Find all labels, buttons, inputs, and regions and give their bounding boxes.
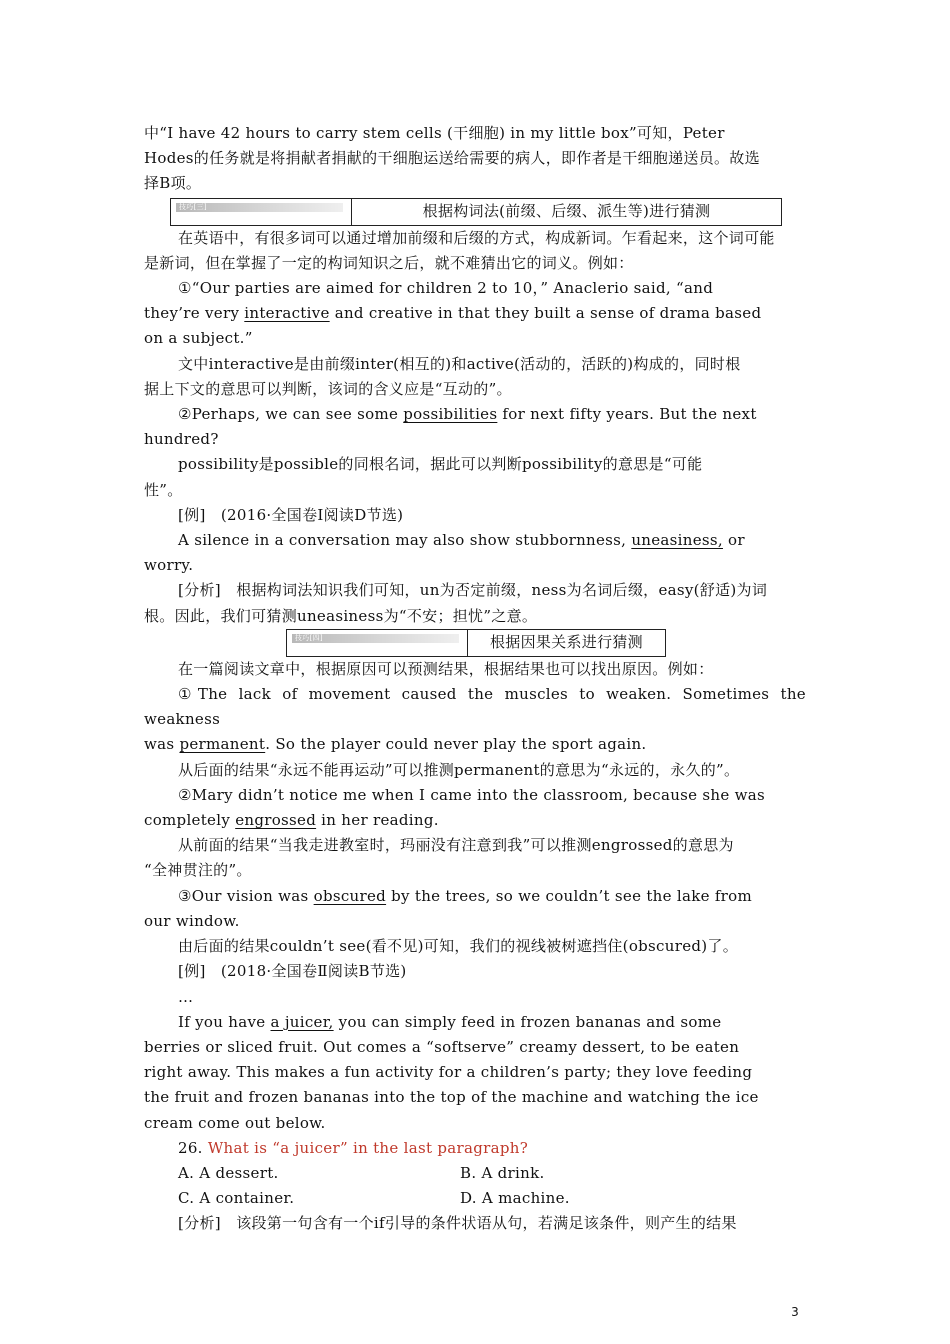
options-row-1 xyxy=(144,1161,806,1186)
example-2016 xyxy=(144,503,806,629)
text-segment: for next fifty years. But the next xyxy=(497,405,757,424)
passage-line: right away. This makes a fun activity for a children’s party; they love feeding xyxy=(144,1063,753,1082)
ellipsis: … xyxy=(178,987,194,1006)
passage-line: berries or sliced fruit. Out comes a “softserve” creamy dessert, to be eaten xyxy=(144,1037,740,1056)
target-word: engrossed xyxy=(235,811,317,830)
text-line xyxy=(144,884,806,909)
text-line: hundred? xyxy=(144,430,219,449)
technique-tag xyxy=(287,630,468,656)
text-line: 在英语中，有很多词可以通过增加前缀和后缀的方式，构成新词。乍看起来，这个词可能 xyxy=(178,228,775,247)
text-line: ①The lack of movement caused the muscles to weaken. Sometimes the weakness xyxy=(144,685,806,729)
text-line: our window. xyxy=(144,911,240,930)
explanation-line: 从前面的结果“当我走进教室时，玛丽没有注意到我”可以推测engrossed的意思为 xyxy=(178,836,734,855)
text-segment: . So the player could never play the sport again. xyxy=(265,735,647,754)
page-content xyxy=(144,121,806,1237)
page-number: 3 xyxy=(791,1305,799,1319)
text-segment: was xyxy=(144,735,180,754)
technique-tag xyxy=(171,199,352,225)
explanation-line: possibility是possible的同根名词，据此可以判断possibility的意思是“可能 xyxy=(178,455,703,474)
target-word: possibilities xyxy=(403,405,498,424)
passage-line: the fruit and frozen bananas into the top of the machine and watching the ice xyxy=(144,1088,759,1107)
explanation-line: 从后面的结果“永远不能再运动”可以推测permanent的意思为“永远的，永久的”。 xyxy=(178,760,740,779)
option-d: D. A machine. xyxy=(460,1189,570,1208)
technique-title: 根据因果关系进行猜测 xyxy=(489,632,643,651)
text-segment: in her reading. xyxy=(316,811,439,830)
explanation-line: 由后面的结果couldn’t see(看不见)可知，我们的视线被树遮挡住(obscured)了。 xyxy=(178,937,739,956)
passage-line: cream come out below. xyxy=(144,1113,326,1132)
explanation-line: 性”。 xyxy=(144,480,183,499)
option-c: C. A container. xyxy=(178,1189,295,1208)
example-2 xyxy=(144,402,806,503)
analysis-2018 xyxy=(144,1211,806,1236)
options-row-2 xyxy=(144,1186,806,1211)
section4 xyxy=(144,657,806,959)
question-text: What is “a juicer” in the last paragraph? xyxy=(207,1138,529,1157)
text-segment: completely xyxy=(144,811,236,830)
target-word: permanent xyxy=(179,735,266,754)
intro-paragraph xyxy=(144,121,806,197)
text-segment: and creative in that they built a sense of drama based xyxy=(329,304,762,323)
text-line: Hodes的任务就是将捐献者捐献的干细胞运送给需要的病人，即作者是干细胞递送员。故选 xyxy=(144,149,760,168)
target-word: a juicer, xyxy=(270,1012,334,1031)
question: 26. What is “a juicer” in the last paragraph? xyxy=(178,1138,529,1157)
section3-intro xyxy=(144,226,806,276)
text-segment: you can simply feed in frozen bananas and some xyxy=(333,1012,722,1031)
text-segment: ②Perhaps, we can see some xyxy=(178,405,404,424)
example-label: [例] (2016·全国卷Ⅰ阅读D节选) xyxy=(178,505,404,524)
example-1 xyxy=(144,276,806,402)
analysis-line: 根。因此，我们可猜测uneasiness为“不安；担忧”之意。 xyxy=(144,606,538,625)
target-word: interactive xyxy=(244,304,330,323)
text-segment: or xyxy=(722,531,745,550)
technique-tag-label: 技巧[三] xyxy=(176,203,343,212)
text-line xyxy=(144,402,806,427)
text-line xyxy=(144,301,806,326)
text-line xyxy=(144,808,806,833)
text-line: 中“I have 42 hours to carry stem cells (干细胞) in my little box”可知，Peter xyxy=(144,124,725,142)
example-label: [例] (2018·全国卷Ⅱ阅读B节选) xyxy=(178,962,407,981)
technique-tag-label: 技巧[四] xyxy=(292,634,459,643)
technique-box-4 xyxy=(286,629,666,657)
explanation-line: “全神贯注的”。 xyxy=(144,861,252,880)
technique-title: 根据构词法(前缀、后缀、派生等)进行猜测 xyxy=(422,201,711,220)
text-line: ②Mary didn’t notice me when I came into the classroom, because she was xyxy=(178,785,765,804)
analysis-line: [分析] 根据构词法知识我们可知，un为否定前缀，ness为名词后缀，easy(舒适)为词 xyxy=(178,581,768,600)
analysis-line: [分析] 该段第一句含有一个if引导的条件状语从句，若满足该条件，则产生的结果 xyxy=(178,1214,737,1233)
text-line: 是新词，但在掌握了一定的构词知识之后，就不难猜出它的词义。例如： xyxy=(144,253,634,272)
explanation-line: 文中interactive是由前缀inter(相互的)和active(活动的，活跃的)构成的，同时根 xyxy=(178,354,741,373)
explanation-line: 据上下文的意思可以判断，该词的含义应是“互动的”。 xyxy=(144,379,512,398)
text-segment: A silence in a conversation may also show stubbornness, xyxy=(178,531,632,550)
text-line xyxy=(144,732,806,757)
text-segment: ③Our vision was xyxy=(178,886,314,905)
passage-line xyxy=(144,1010,806,1035)
text-segment: by the trees, so we couldn’t see the lake from xyxy=(386,886,753,905)
text-line xyxy=(144,528,806,553)
option-a: A. A dessert. xyxy=(178,1163,279,1182)
technique-box-3 xyxy=(170,198,782,226)
text-line: 在一篇阅读文章中，根据原因可以预测结果，根据结果也可以找出原因。例如： xyxy=(178,659,714,678)
text-line: on a subject.” xyxy=(144,329,253,348)
target-word: obscured xyxy=(313,886,387,905)
target-word: uneasiness, xyxy=(631,531,723,550)
text-segment: If you have xyxy=(178,1012,271,1031)
text-line: 择B项。 xyxy=(144,174,202,193)
option-b: B. A drink. xyxy=(460,1163,545,1182)
example-2018 xyxy=(144,959,806,1161)
text-line: ①“Our parties are aimed for children 2 to 10，” Anaclerio said, “and xyxy=(178,279,714,298)
text-segment: they’re very xyxy=(144,304,245,323)
text-line: worry. xyxy=(144,556,194,575)
